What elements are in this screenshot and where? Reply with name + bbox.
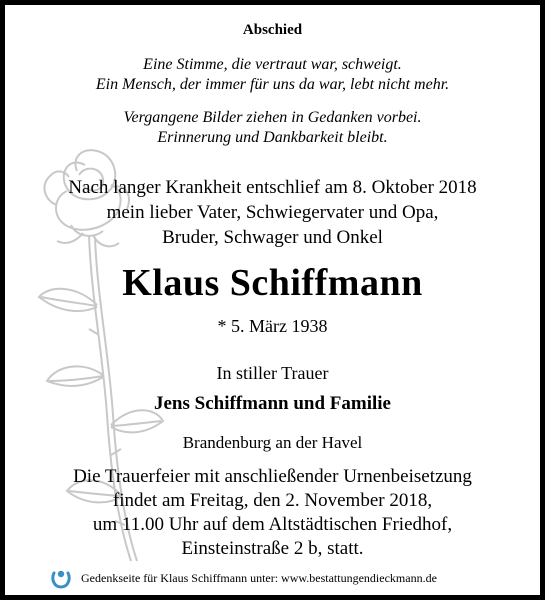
funeral-line: findet am Freitag, den 2. November 2018, (112, 490, 433, 511)
funeral-details (5, 465, 540, 561)
announcement-text (5, 175, 540, 250)
announcement-line: mein lieber Vater, Schwiegervater und Opa, (106, 202, 439, 223)
memorial-page-footer (50, 567, 530, 589)
poem-stanza-1 (5, 55, 540, 95)
funeral-line: um 11.00 Uhr auf dem Altstädtischen Friedhof, (92, 514, 453, 535)
deceased-name: Klaus Schiffmann (122, 262, 423, 304)
poem-line: Vergangene Bilder ziehen in Gedanken vorbei. (123, 109, 422, 126)
family-signature: Jens Schiffmann und Familie (153, 393, 391, 414)
memorial-page-link[interactable]: Gedenkseite für Klaus Schiffmann unter: www.bestattungendieckmann.de (81, 570, 437, 585)
mourning-line: In stiller Trauer (216, 363, 329, 383)
announcement-line: Bruder, Schwager und Onkel (162, 227, 383, 248)
poem-line: Ein Mensch, der immer für uns da war, lebt nicht mehr. (95, 76, 450, 93)
place-name: Brandenburg an der Havel (182, 433, 363, 452)
funeral-line: Die Trauerfeier mit anschließender Urnenbeisetzung (73, 466, 472, 487)
memorial-logo-icon (50, 567, 72, 589)
heading: Abschied (242, 22, 303, 38)
announcement-line: Nach langer Krankheit entschlief am 8. Oktober 2018 (68, 177, 477, 198)
birth-date: * 5. März 1938 (217, 316, 328, 336)
poem-line: Eine Stimme, die vertraut war, schweigt. (143, 56, 402, 73)
poem-stanza-2 (5, 108, 540, 148)
poem-line: Erinnerung und Dankbarkeit bleibt. (157, 129, 388, 146)
funeral-line: Einsteinstraße 2 b, statt. (181, 538, 364, 559)
